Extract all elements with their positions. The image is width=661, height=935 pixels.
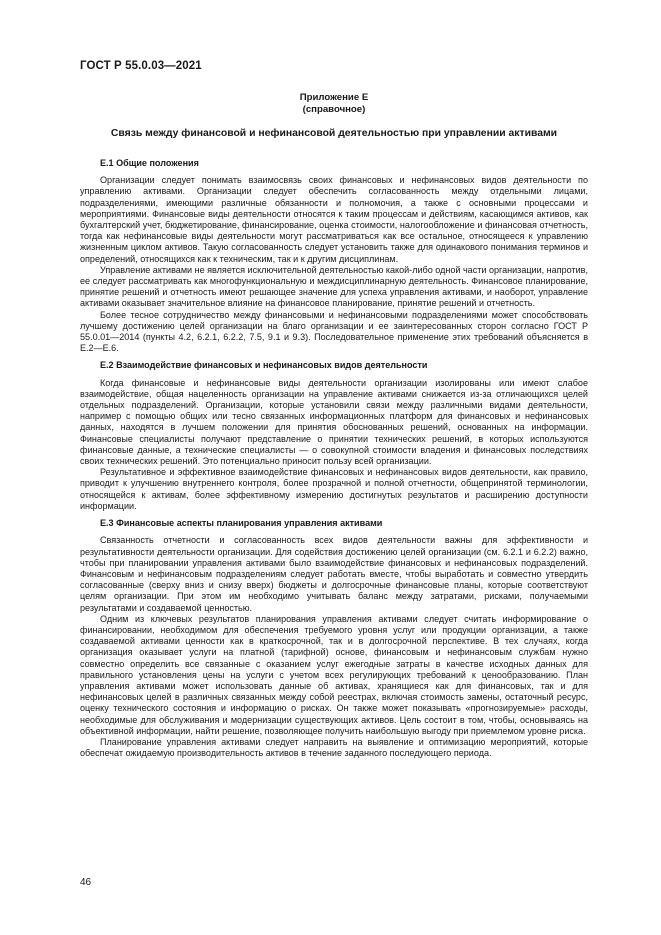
paragraph: Организации следует понимать взаимосвязь своих финансовых и нефинансовых видов деятельности по управлению активами. Организации следует обеспечить согласованность между отдельными лицами, подразделениями, имеющими различные обязанности и полномочия, а также с основными процессами и мероприятиями. Финансовые виды деятельности относятся к таким процессам и действиям, касающимся активов, как бухгалтерский учет, бюджетирование, финансирование, оценка стоимости, налогообложение и финансовая отчетность, тогда как нефинансовые виды деятельности могут рассматриваться как все остальное, относящееся к управлению жизненным циклом активов. Такую согласованность следует установить также для одинакового понимания терминов и определений, относящихся как к техническим, так и к другим дисциплинам. <box>80 175 588 264</box>
section-heading: Е.3 Финансовые аспекты планирования управления активами <box>100 518 383 529</box>
document-body <box>80 158 588 759</box>
paragraph: Результативное и эффективное взаимодействие финансовых и нефинансовых видов деятельности, как правило, приводит к улучшению внутреннего контроля, более прозрачной и полной отчетности, общепринятой терминологии, относящейся к активам, более эффективному измерению достигнутых результатов и расширению доступности информации. <box>80 467 588 511</box>
section-e1 <box>80 158 588 354</box>
appendix-heading <box>80 92 588 116</box>
section-e2 <box>80 360 588 512</box>
document-code: ГОСТ Р 55.0.03—2021 <box>80 60 202 72</box>
paragraph: Более тесное сотрудничество между финансовыми и нефинансовыми подразделениями может способствовать лучшему достижению целей организации на благо организации и ее заинтересованных сторон согласно ГОСТ Р 55.0.01—2014 (пункты 4.2, 6.2.1, 6.2.2, 7.5, 9.1 и 9.3). Последовательное применение этих требований объясняется в Е.2—Е.6. <box>80 309 588 354</box>
section-e3 <box>80 518 588 759</box>
paragraph: Когда финансовые и нефинансовые виды деятельности организации изолированы или имеют слабое взаимодействие, общая нацеленность организации на управление активами снижается из-за отличающихся целей отдельных подразделений. Организации, которые установили связи между различными видами деятельности, например с помощью общих или тесно связанных информационных платформ для финансовых и нефинансовых данных, находятся в лучшем положении для принятия обоснованных решений, основанных на информации. Финансовые специалисты получают представление о принятии технических решений, в которых используются финансовые данные, а технические специалисты — о совокупной стоимости владения и финансовых последствиях своих технических решений. Это потенциально приносит пользу всей организации. <box>80 377 588 467</box>
appendix-main-title: Связь между финансовой и нефинансовой деятельностью при управлении активами <box>110 128 558 139</box>
appendix-title: Приложение Е <box>299 92 369 103</box>
appendix-subtitle: (справочное) <box>302 104 366 115</box>
page-number: 46 <box>80 877 92 888</box>
paragraph: Одним из ключевых результатов планирования управления активами следует считать информирование о финансировании, необходимом для обеспечения требуемого уровня услуг или продукции организации, а также создаваемой активами ценности как в краткосрочной, так и в долгосрочной перспективе. В тех случаях, когда организация оказывает услуги на платной (тарифной) основе, финансовым и нефинансовым службам нужно совместно определить все связанные с оказанием услуг ежегодные затраты в качестве исходных данных для правильного установления цены на услуги с учетом всех регулирующих требований к ценообразованию. План управления активами может использовать данные об активах, хранящиеся как для финансовых, так и для нефинансовых целей в различных связанных между собой реестрах, включая стоимость замены, остаточный ресурс, оценку технического состояния и информацию о рисках. Он также может показывать «прогнозируемые» расходы, необходимые для обслуживания и модернизации существующих активов. Цель состоит в том, чтобы, основываясь на объективной информации, найти решение, позволяющее получить наибольшую выгоду при приемлемом уровне риска. <box>80 613 588 736</box>
section-heading: Е.2 Взаимодействие финансовых и нефинансовых видов деятельности <box>100 360 428 371</box>
section-heading: Е.1 Общие положения <box>100 158 199 168</box>
paragraph: Связанность отчетности и согласованность всех видов деятельности важны для эффективности и результативности деятельности организации. Для содействия достижению целей организации (см. 6.2.1 и 6.2.2) важно, чтобы при планировании управления активами было взаимодействие финансовых и нефинансовых подразделений. Финансовым и нефинансовым подразделениям следует работать вместе, чтобы выработать и совместно утвердить согласованные (сверху вниз и снизу вверх) бюджеты и долгосрочные финансовые планы, которые соответствуют целям организации. При этом им необходимо учитывать баланс между затратами, рисками, получаемыми результатами и создаваемой ценностью. <box>80 535 588 613</box>
paragraph: Управление активами не является исключительной деятельностью какой-либо одной части организации, напротив, ее следует рассматривать как многофункциональную и междисциплинарную деятельность. Финансовое планирование, принятие решений и отчетность имеют решающее значение для успеха управления активами, и наоборот, управление активами оказывает значительное влияние на финансовое планирование, принятие решений и отчетность. <box>80 264 588 309</box>
paragraph: Планирование управления активами следует направить на выявление и оптимизацию мероприятий, которые обеспечат ожидаемую производительность активов в течение заданного последующего периода. <box>80 736 588 759</box>
